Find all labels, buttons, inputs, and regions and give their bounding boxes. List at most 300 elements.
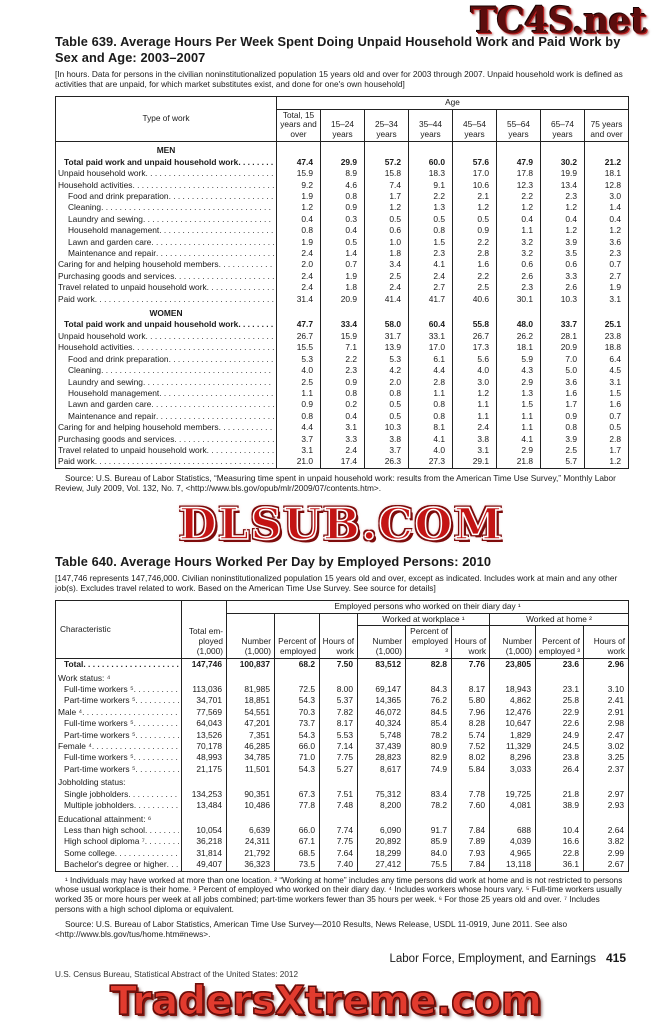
cell-value: 1.7 <box>541 399 585 410</box>
cell-value: 12,476 <box>490 707 536 718</box>
table-639-note: [In hours. Data for persons in the civilian noninstitutionalized population 15 years old and over for 2003 through 2007. Unpaid household work is defined as activities that are unpaid, for which market substitutes exist, and done for one's own household] <box>55 69 623 89</box>
cell-value: 1,829 <box>490 730 536 741</box>
cell-value: 5.3 <box>277 354 321 365</box>
cell-value: 0.5 <box>365 399 409 410</box>
table-row <box>56 456 629 468</box>
cell-value: 80.9 <box>406 741 452 752</box>
table-row <box>56 730 629 741</box>
row-label: Total paid work and unpaid household work . . . <box>56 319 277 330</box>
column-header-percent-employed: Percent of employed <box>275 613 320 658</box>
row-label: Multiple jobholders . . . <box>56 800 182 811</box>
cell-value: 77,569 <box>182 707 227 718</box>
cell-value: 2.9 <box>497 377 541 388</box>
cell-value: 90,351 <box>227 789 275 800</box>
cell-value: 19,725 <box>490 789 536 800</box>
cell-value <box>182 671 227 684</box>
cell-value: 69,147 <box>358 684 406 695</box>
table-row <box>56 319 629 330</box>
cell-value: 10.4 <box>536 825 584 836</box>
cell-value: 3.02 <box>584 741 629 752</box>
cell-value: 33.1 <box>409 331 453 342</box>
cell-value: 2.3 <box>321 365 365 376</box>
cell-value: 8,200 <box>358 800 406 811</box>
cell-value: 10.6 <box>453 180 497 191</box>
table-row <box>56 237 629 248</box>
cell-value: 688 <box>490 825 536 836</box>
cell-value <box>453 305 497 319</box>
cell-value: 15.5 <box>277 342 321 353</box>
table-row <box>56 142 629 157</box>
cell-value: 8.17 <box>452 684 490 695</box>
cell-value: 78.2 <box>406 800 452 811</box>
cell-value: 7.82 <box>320 707 358 718</box>
cell-value: 5.37 <box>320 695 358 706</box>
dot-leader <box>135 730 179 741</box>
cell-value <box>536 775 584 788</box>
cell-value: 2.5 <box>453 282 497 293</box>
table-row <box>56 259 629 270</box>
table-row <box>56 422 629 433</box>
cell-value: 6.1 <box>409 354 453 365</box>
cell-value: 3.0 <box>453 377 497 388</box>
cell-value: 2.2 <box>453 237 497 248</box>
column-header-workplace-number: Number (1,000) <box>358 626 406 659</box>
cell-value: 1.2 <box>453 388 497 399</box>
cell-value: 13,526 <box>182 730 227 741</box>
cell-value: 1.5 <box>497 399 541 410</box>
cell-value: 41.4 <box>365 294 409 305</box>
cell-value: 72.5 <box>275 684 320 695</box>
cell-value: 75.5 <box>406 859 452 871</box>
cell-value <box>585 305 629 319</box>
cell-value: 73.7 <box>275 718 320 729</box>
row-label: Less than high school . . . <box>56 825 182 836</box>
cell-value: 2.4 <box>277 271 321 282</box>
row-label: Caring for and helping household members . . . <box>56 259 277 270</box>
cell-value: 31,814 <box>182 848 227 859</box>
cell-value: 113,036 <box>182 684 227 695</box>
dot-leader <box>134 718 179 729</box>
cell-value: 13.9 <box>365 342 409 353</box>
cell-value: 0.7 <box>585 259 629 270</box>
cell-value: 1.2 <box>365 202 409 213</box>
row-label: Caring for and helping household members . . . <box>56 422 277 433</box>
cell-value <box>406 812 452 825</box>
cell-value: 0.4 <box>321 225 365 236</box>
cell-value: 7.0 <box>541 354 585 365</box>
cell-value: 2.3 <box>541 191 585 202</box>
cell-value: 3.8 <box>453 434 497 445</box>
cell-value: 4.3 <box>497 365 541 376</box>
cell-value: 68.2 <box>275 659 320 671</box>
cell-value: 83,512 <box>358 659 406 671</box>
cell-value: 2.4 <box>277 282 321 293</box>
cell-value: 2.4 <box>365 282 409 293</box>
cell-value: 19.9 <box>541 168 585 179</box>
cell-value: 1.7 <box>365 191 409 202</box>
dot-leader <box>135 764 179 775</box>
column-header-total-employed: Total em-ployed (1,000) <box>182 601 227 659</box>
row-label: Travel related to unpaid household work . . . <box>56 445 277 456</box>
cell-value: 4.0 <box>453 365 497 376</box>
cell-value: 0.8 <box>277 411 321 422</box>
dot-leader <box>145 836 179 847</box>
cell-value: 0.4 <box>541 214 585 225</box>
cell-value: 28.1 <box>541 331 585 342</box>
cell-value: 0.7 <box>585 411 629 422</box>
cell-value: 20.9 <box>541 342 585 353</box>
cell-value: 0.9 <box>277 399 321 410</box>
cell-value: 34,701 <box>182 695 227 706</box>
cell-value: 1.3 <box>409 202 453 213</box>
cell-value <box>406 671 452 684</box>
cell-value: 2.5 <box>541 445 585 456</box>
cell-value <box>409 142 453 157</box>
row-label: Total . . . <box>56 659 182 671</box>
cell-value: 7,351 <box>227 730 275 741</box>
row-label: Bachelor's degree or higher . . . <box>56 859 182 871</box>
cell-value: 0.5 <box>365 214 409 225</box>
row-label: Lawn and garden care . . . <box>56 237 277 248</box>
cell-value: 3.1 <box>321 422 365 433</box>
table-row <box>56 388 629 399</box>
cell-value: 1.9 <box>585 282 629 293</box>
row-label: Maintenance and repair . . . <box>56 411 277 422</box>
cell-value: 1.0 <box>365 237 409 248</box>
cell-value: 67.3 <box>275 789 320 800</box>
cell-value: 3.6 <box>585 237 629 248</box>
cell-value: 0.8 <box>365 388 409 399</box>
cell-value: 3.1 <box>585 377 629 388</box>
table-row <box>56 445 629 456</box>
cell-value: 1.6 <box>585 399 629 410</box>
row-label: Full-time workers ⁵ . . . <box>56 752 182 763</box>
cell-value: 30.2 <box>541 157 585 168</box>
cell-value: 28,823 <box>358 752 406 763</box>
row-label: Total paid work and unpaid household work . . . <box>56 157 277 168</box>
column-group-age: Age <box>277 97 629 110</box>
cell-value <box>320 812 358 825</box>
cell-value: 1.1 <box>453 399 497 410</box>
row-label: Paid work . . . <box>56 294 277 305</box>
cell-value: 38.9 <box>536 800 584 811</box>
cell-value: 16.6 <box>536 836 584 847</box>
cell-value: 48.0 <box>497 319 541 330</box>
column-header-home-hours: Hours of work <box>584 626 629 659</box>
cell-value: 0.4 <box>321 411 365 422</box>
cell-value: 23,805 <box>490 659 536 671</box>
cell-value: 6,639 <box>227 825 275 836</box>
cell-value: 36.1 <box>536 859 584 871</box>
row-label: Full-time workers ⁵ . . . <box>56 718 182 729</box>
row-label: Male ⁴ . . . <box>56 707 182 718</box>
cell-value <box>358 812 406 825</box>
cell-value: 1.5 <box>409 237 453 248</box>
cell-value: 10,647 <box>490 718 536 729</box>
dot-leader <box>101 202 274 213</box>
cell-value <box>321 142 365 157</box>
cell-value: 37,439 <box>358 741 406 752</box>
column-header-35-44: 35–44 years <box>409 109 453 142</box>
cell-value: 7.60 <box>452 800 490 811</box>
cell-value: 22.6 <box>536 718 584 729</box>
cell-value: 77.8 <box>275 800 320 811</box>
cell-value: 21.8 <box>497 456 541 468</box>
column-header-45-54: 45–54 years <box>453 109 497 142</box>
cell-value: 26.7 <box>453 331 497 342</box>
cell-value: 24,311 <box>227 836 275 847</box>
cell-value: 2.5 <box>365 271 409 282</box>
cell-value: 7.76 <box>452 659 490 671</box>
cell-value: 70,178 <box>182 741 227 752</box>
table-639-source: Source: U.S. Bureau of Labor Statistics, “Measuring time spent in unpaid household work: results from the American Time Use Survey,” Monthly Labor Review, July 2009, Vol. 132, No. 7, <http://www.bls.gov/opub/mlr/2009/07/contents.htm>. <box>55 472 616 493</box>
cell-value: 3.1 <box>453 445 497 456</box>
cell-value: 1.8 <box>365 248 409 259</box>
dot-leader <box>134 800 179 811</box>
cell-value: 10.3 <box>365 422 409 433</box>
cell-value: 3,033 <box>490 764 536 775</box>
cell-value: 41.7 <box>409 294 453 305</box>
cell-value <box>409 305 453 319</box>
table-row <box>56 752 629 763</box>
cell-value: 2.4 <box>277 248 321 259</box>
cell-value: 1.1 <box>453 411 497 422</box>
cell-value: 2.4 <box>321 445 365 456</box>
cell-value <box>320 671 358 684</box>
cell-value: 64,043 <box>182 718 227 729</box>
dot-leader <box>156 411 274 422</box>
column-header-hours-of-work: Hours of work <box>320 613 358 658</box>
cell-value <box>320 775 358 788</box>
cell-value: 7.75 <box>320 752 358 763</box>
cell-value: 3.1 <box>277 445 321 456</box>
cell-value: 5.7 <box>541 456 585 468</box>
cell-value: 0.8 <box>321 388 365 399</box>
dot-leader <box>132 342 274 353</box>
cell-value <box>321 305 365 319</box>
cell-value: 54.3 <box>275 695 320 706</box>
dot-leader <box>82 707 179 718</box>
cell-value: 3.9 <box>541 434 585 445</box>
row-label: Purchasing goods and services . . . <box>56 271 277 282</box>
cell-value: 1.2 <box>541 225 585 236</box>
cell-value: 13.4 <box>541 180 585 191</box>
cell-value: 47.7 <box>277 319 321 330</box>
dot-leader <box>143 377 274 388</box>
cell-value <box>227 812 275 825</box>
table-row <box>56 282 629 293</box>
table-row <box>56 248 629 259</box>
cell-value: 70.3 <box>275 707 320 718</box>
cell-value: 21,792 <box>227 848 275 859</box>
row-label: Household management . . . <box>56 388 277 399</box>
row-label: Part-time workers ⁵ . . . <box>56 730 182 741</box>
column-header-characteristic: Characteristic <box>56 601 182 659</box>
cell-value: 100,837 <box>227 659 275 671</box>
cell-value: 84.5 <box>406 707 452 718</box>
row-label: Jobholding status: <box>56 775 182 788</box>
cell-value: 8.02 <box>452 752 490 763</box>
dot-leader <box>132 180 274 191</box>
dot-leader <box>238 157 274 168</box>
cell-value <box>452 775 490 788</box>
table-row <box>56 671 629 684</box>
table-row <box>56 775 629 788</box>
cell-value <box>452 812 490 825</box>
dot-leader <box>238 319 274 330</box>
cell-value: 12.8 <box>585 180 629 191</box>
cell-value: 0.4 <box>497 214 541 225</box>
table-row <box>56 202 629 213</box>
cell-value <box>406 775 452 788</box>
cell-value: 2.0 <box>365 377 409 388</box>
cell-value: 2.7 <box>585 271 629 282</box>
cell-value: 33.4 <box>321 319 365 330</box>
cell-value: 68.5 <box>275 848 320 859</box>
cell-value: 20,892 <box>358 836 406 847</box>
cell-value: 13,118 <box>490 859 536 871</box>
cell-value: 5.84 <box>452 764 490 775</box>
table-row <box>56 305 629 319</box>
cell-value: 0.3 <box>321 214 365 225</box>
dot-leader <box>207 282 274 293</box>
table-row <box>56 848 629 859</box>
cell-value: 0.5 <box>365 411 409 422</box>
table-640-body <box>56 659 629 871</box>
cell-value: 1.6 <box>453 259 497 270</box>
cell-value: 22.9 <box>536 707 584 718</box>
dot-leader <box>83 659 179 670</box>
cell-value: 29.9 <box>321 157 365 168</box>
row-label: Part-time workers ⁵ . . . <box>56 764 182 775</box>
cell-value: 91.7 <box>406 825 452 836</box>
cell-value: 85.4 <box>406 718 452 729</box>
cell-value: 4.2 <box>365 365 409 376</box>
cell-value: 17.0 <box>409 342 453 353</box>
cell-value: 0.8 <box>409 225 453 236</box>
cell-value: 2.64 <box>584 825 629 836</box>
cell-value: 34,785 <box>227 752 275 763</box>
dot-leader <box>101 365 274 376</box>
cell-value: 17.3 <box>453 342 497 353</box>
cell-value: 8,617 <box>358 764 406 775</box>
cell-value: 4,965 <box>490 848 536 859</box>
cell-value <box>358 775 406 788</box>
row-label: Cleaning . . . <box>56 365 277 376</box>
cell-value: 18.1 <box>497 342 541 353</box>
cell-value: 57.6 <box>453 157 497 168</box>
cell-value <box>277 305 321 319</box>
watermark-middle: DLSUB.COM <box>179 499 504 550</box>
cell-value: 5.0 <box>541 365 585 376</box>
table-row <box>56 168 629 179</box>
cell-value: 7.74 <box>320 825 358 836</box>
cell-value: 2.6 <box>497 271 541 282</box>
cell-value <box>275 671 320 684</box>
cell-value: 1.1 <box>497 422 541 433</box>
column-header-type-of-work: Type of work <box>56 97 277 142</box>
table-row <box>56 741 629 752</box>
cell-value: 8.17 <box>320 718 358 729</box>
table-row <box>56 214 629 225</box>
cell-value: 7.48 <box>320 800 358 811</box>
cell-value: 10.3 <box>541 294 585 305</box>
cell-value: 8.00 <box>320 684 358 695</box>
column-group-worked-at-home: Worked at home ² <box>490 613 629 626</box>
page-number: 415 <box>605 950 626 965</box>
cell-value: 0.8 <box>321 191 365 202</box>
cell-value: 8.9 <box>321 168 365 179</box>
cell-value: 11,329 <box>490 741 536 752</box>
cell-value <box>182 812 227 825</box>
cell-value: 2.2 <box>321 354 365 365</box>
cell-value <box>227 775 275 788</box>
cell-value: 66.0 <box>275 741 320 752</box>
cell-value: 58.0 <box>365 319 409 330</box>
cell-value: 0.5 <box>453 214 497 225</box>
header-row <box>56 97 629 110</box>
dot-leader <box>174 434 274 445</box>
cell-value: 21.2 <box>585 157 629 168</box>
cell-value: 5.6 <box>453 354 497 365</box>
dot-leader <box>159 388 274 399</box>
cell-value: 85.9 <box>406 836 452 847</box>
cell-value: 47.4 <box>277 157 321 168</box>
cell-value: 33.7 <box>541 319 585 330</box>
watermark-bottom: TradersXtreme.com <box>110 979 542 1024</box>
census-attribution: U.S. Census Bureau, Statistical Abstract of the United States: 2012 <box>55 969 299 979</box>
table-row <box>56 377 629 388</box>
cell-value: 20.9 <box>321 294 365 305</box>
cell-value: 5.53 <box>320 730 358 741</box>
cell-value: 47.9 <box>497 157 541 168</box>
cell-value: 7.4 <box>365 180 409 191</box>
cell-value <box>541 142 585 157</box>
cell-value: 17.4 <box>321 456 365 468</box>
cell-value: 1.9 <box>321 271 365 282</box>
cell-value: 55.8 <box>453 319 497 330</box>
cell-value: 2.37 <box>584 764 629 775</box>
cell-value: 15.9 <box>277 168 321 179</box>
table-640-note: [147,746 represents 147,746,000. Civilian noninstitutionalized population 15 years old and over, except as indicated. Includes work at main and any other job(s). Excludes travel related to work. Based on the American Time Use Survey. See source for details] <box>55 573 618 594</box>
cell-value: 2.93 <box>584 800 629 811</box>
table-row <box>56 836 629 847</box>
cell-value: 2.4 <box>409 271 453 282</box>
cell-value: 18,299 <box>358 848 406 859</box>
cell-value: 14,365 <box>358 695 406 706</box>
cell-value <box>275 775 320 788</box>
cell-value: 4,081 <box>490 800 536 811</box>
cell-value: 0.8 <box>541 422 585 433</box>
cell-value: 2.97 <box>584 789 629 800</box>
table-row <box>56 434 629 445</box>
cell-value: 1.4 <box>585 202 629 213</box>
table-row <box>56 707 629 718</box>
cell-value: 2.5 <box>277 377 321 388</box>
footer-section-title: Labor Force, Employment, and Earnings <box>389 952 596 965</box>
cell-value <box>497 142 541 157</box>
cell-value: 0.9 <box>541 411 585 422</box>
cell-value: 7.78 <box>452 789 490 800</box>
cell-value: 1.9 <box>277 191 321 202</box>
cell-value: 2.98 <box>584 718 629 729</box>
cell-value: 29.1 <box>453 456 497 468</box>
cell-value: 3.5 <box>541 248 585 259</box>
dot-leader <box>128 789 179 800</box>
cell-value: 18,851 <box>227 695 275 706</box>
cell-value: 7.14 <box>320 741 358 752</box>
cell-value: 7.75 <box>320 836 358 847</box>
